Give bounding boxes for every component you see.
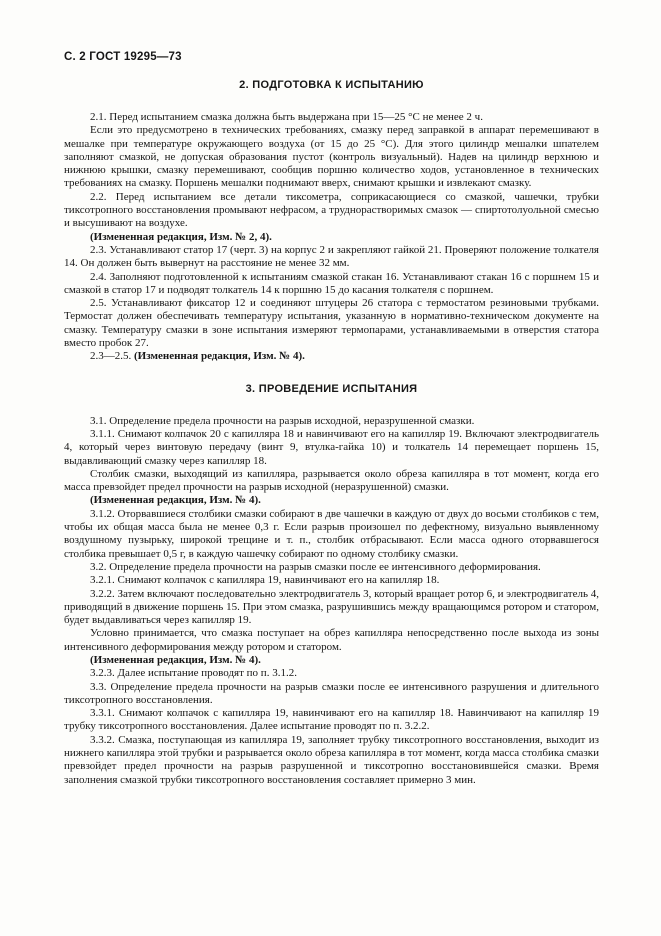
revision-note <box>64 231 599 244</box>
paragraph-2-5: 2.5. Устанавливают фиксатор 12 и соединяют штуцеры 26 статора с термостатом резиновыми трубками. Термостат должен обеспечивать температуру испытания, указанную в нормативно-техническом документе на смазку. Температуру смазки в зоне испытания измеряют термопарами, устанавливаемыми в отверстия статора вместо пробок 27. <box>64 297 599 350</box>
page-content <box>64 78 599 787</box>
revision-note-text: (Измененная редакция, Изм. № 4). <box>90 494 261 507</box>
paragraph-mixing: Если это предусмотрено в технических требованиях, смазку перед заправкой в аппарат перемешивают в мешалке при температуре окружающего воздуха (от 15 до 25 °С). Для этого цилиндр мешалки шпателем заполняют смазкой, не допуская образования пустот (контроль визуальный). Надев на цилиндр верхнюю и нижнюю крышки, смазку перемешивают, сообщив поршню количество ходов, установленное в технических требованиях на смазку. Поршень мешалки поднимают вверх, снимают крышки и извлекают смазку. <box>64 124 599 190</box>
paragraph-3-3-2: 3.3.2. Смазка, поступающая из капилляра 19, заполняет трубку тиксотропного восстановления, выходит из нижнего капилляра этой трубки и разрывается около обреза капилляра в тот момент, когда масса столбика смазки превзойдет предел прочности на разрыв разрушенной и тиксотропно восстановившейся смазки. Время заполнения смазкой трубки тиксотропного восстановления составляет примерно 3 мин. <box>64 733 599 786</box>
paragraph-3-2-1: 3.2.1. Снимают колпачок с капилляра 19, навинчивают его на капилляр 18. <box>90 574 440 587</box>
page-header: С. 2 ГОСТ 19295—73 <box>64 51 182 63</box>
paragraph-3-1-2: 3.1.2. Оторвавшиеся столбики смазки собирают в две чашечки в каждую от двух до восьми столбиков с тем, чтобы их общая масса была не менее 0,3 г. Если разрыв произошел по дефектному, визуально выявленному воздушному пузырьку, широкой трещине и т. п., столбик отбрасывают. Если масса одного оторвавшегося столбика превышает 0,5 г, в каждую чашечку собирают по одному столбику смазки. <box>64 507 599 560</box>
section-title-testing: 3. ПРОВЕДЕНИЕ ИСПЫТАНИЯ <box>245 382 418 395</box>
paragraph-3-2-2: 3.2.2. Затем включают последовательно электродвигатель 3, который вращает ротор 6, и электродвигатель 4, приводящий в движение поршень 15. При этом смазка, разрушившись между вращающимся ротором и статором, будет выдавливаться через капилляр 19. <box>64 587 599 627</box>
paragraph-2-4: 2.4. Заполняют подготовленной к испытаниям смазкой стакан 16. Устанавливают стакан 16 с поршнем 15 и смазкой в статор 17 и подводят толкатель 14 к поршню 15 до касания толкателя с поршнем. <box>64 270 599 296</box>
revision-note-text: (Измененная редакция, Изм. № 2, 4). <box>90 230 272 243</box>
paragraph-2-1: 2.1. Перед испытанием смазка должна быть выдержана при 15—25 °С не менее 2 ч. <box>90 111 483 123</box>
revision-note <box>64 494 599 507</box>
paragraph-3-3-1: 3.3.1. Снимают колпачок с капилляра 19, навинчивают его на капилляр 18. Навинчивают на капилляр 19 трубку тиксотропного восстановления. Далее испытание проводят по п. 3.2.2. <box>64 707 599 733</box>
section-title-preparation: 2. ПОДГОТОВКА К ИСПЫТАНИЮ <box>239 79 424 91</box>
paragraph-column-break: Столбик смазки, выходящий из капилляра, разрывается около обреза капилляра в тот момент, когда его масса превзойдет предел прочности на разрыв исходной (неразрушенной) смазки. <box>64 467 599 494</box>
paragraph-3-2: 3.2. Определение предела прочности на разрыв смазки после ее интенсивного деформирования. <box>90 560 541 573</box>
paragraph-3-2-3: 3.2.3. Далее испытание проводят по п. 3.1.2. <box>90 667 297 680</box>
paragraph-3-1-1: 3.1.1. Снимают колпачок 20 с капилляра 18 и навинчивают его на капилляр 19. Включают электродвигатель 4, который через винтовую передачу (винт 9, втулка-гайка 10) и толкатель 14 перемещает поршень 15, выдавливающий смазку через капилляр 18. <box>64 427 599 467</box>
revision-note-2-3-2-5 <box>64 350 599 363</box>
paragraph-2-2: 2.2. Перед испытанием все детали тиксометра, соприкасающиеся со смазкой, чашечки, трубки тиксотропного восстановления промывают нефрасом, а труднорастворимых смазок — спиртотолуольной смесью и высушивают на воздухе. <box>64 190 599 230</box>
paragraph-condition: Условно принимается, что смазка поступает на обрез капилляра непосредственно после выхода из зоны интенсивного деформирования между ротором и статором. <box>64 627 599 653</box>
paragraph-3-1: 3.1. Определение предела прочности на разрыв исходной, неразрушенной смазки. <box>90 414 475 427</box>
revision-note <box>64 654 599 667</box>
paragraph-3-3: 3.3. Определение предела прочности на разрыв смазки после ее интенсивного разрушения и длительного тиксотропного восстановления. <box>64 680 599 706</box>
revision-note-text: (Измененная редакция, Изм. № 4). <box>134 350 305 363</box>
revision-note-ref: 2.3—2.5. <box>90 350 132 363</box>
paragraph-2-3: 2.3. Устанавливают статор 17 (черт. 3) на корпус 2 и закрепляют гайкой 21. Проверяют положение толкателя 14. Он должен быть вывернут на расстояние не менее 32 мм. <box>64 243 599 270</box>
revision-note-text: (Измененная редакция, Изм. № 4). <box>90 653 261 666</box>
